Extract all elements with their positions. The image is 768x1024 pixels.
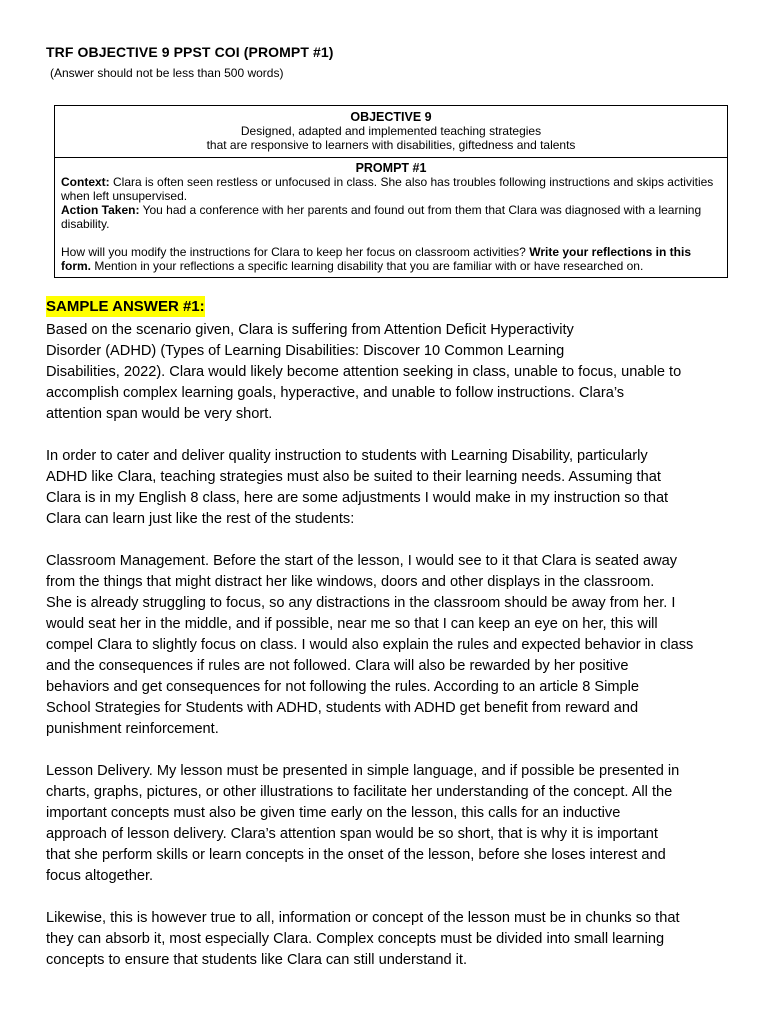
objective-section	[55, 106, 727, 158]
context-paragraph	[61, 175, 721, 203]
answer-paragraph	[46, 551, 726, 740]
spacer	[61, 231, 721, 245]
question-end: Mention in your reflections a specific learning disability that you are familiar with or have researched on.	[91, 259, 644, 273]
answer-line: ADHD like Clara, teaching strategies must also be suited to their learning needs. Assuming that	[46, 469, 661, 485]
answer-line: Likewise, this is however true to all, information or concept of the lesson must be in chunks so that	[46, 910, 680, 926]
answer-line: Lesson Delivery. My lesson must be presented in simple language, and if possible be presented in	[46, 763, 680, 779]
answer-line: and the consequences if rules are not followed. Clara will also be rewarded by her positive	[46, 658, 629, 674]
answer-line: Classroom Management. Before the start of the lesson, I would see to it that Clara is seated away	[46, 553, 678, 569]
document-subtitle: (Answer should not be less than 500 words)	[50, 66, 284, 80]
answer-line: Based on the scenario given, Clara is suffering from Attention Deficit Hyperactivity	[46, 322, 574, 338]
answer-line: attention span would be very short.	[46, 406, 273, 422]
objective-line-1: Designed, adapted and implemented teaching strategies	[240, 124, 542, 138]
objective-title: OBJECTIVE 9	[350, 110, 432, 124]
action-text: You had a conference with her parents and found out from them that Clara was diagnosed with a learning disability.	[61, 203, 702, 231]
answer-line: from the things that might distract her like windows, doors and other displays in the classroom.	[46, 574, 655, 590]
answer-line: School Strategies for Students with ADHD, students with ADHD get benefit from reward and	[46, 700, 639, 716]
question-text: How will you modify the instructions for Clara to keep her focus on classroom activities?	[61, 245, 530, 259]
answer-line: approach of lesson delivery. Clara’s attention span would be so short, that is why it is important	[46, 826, 658, 842]
question-paragraph	[61, 245, 721, 273]
answer-line: focus altogether.	[46, 868, 154, 884]
context-text: Clara is often seen restless or unfocused in class. She also has troubles following instructions and skips activities when left unsupervised.	[61, 175, 714, 203]
answer-paragraph	[46, 761, 726, 887]
answer-paragraph	[46, 908, 726, 971]
objective-prompt-box	[54, 105, 728, 278]
answer-paragraph	[46, 320, 726, 425]
sample-answer	[46, 296, 726, 992]
objective-line-2: that are responsive to learners with disabilities, giftedness and talents	[206, 138, 576, 152]
answer-line: that she perform skills or learn concepts in the onset of the lesson, before she loses interest and	[46, 847, 666, 863]
answer-line: concepts to ensure that students like Clara can still understand it.	[46, 952, 468, 968]
answer-line: accomplish complex learning goals, hyperactive, and unable to follow instructions. Clara’s	[46, 385, 625, 401]
prompt-title: PROMPT #1	[355, 161, 427, 175]
context-label: Context:	[61, 175, 110, 189]
answer-line: charts, graphs, pictures, or other illustrations to facilitate her understanding of the concept. All the	[46, 784, 673, 800]
answer-line: In order to cater and deliver quality instruction to students with Learning Disability, particularly	[46, 448, 648, 464]
action-label: Action Taken:	[61, 203, 140, 217]
answer-line: Clara can learn just like the rest of the students:	[46, 511, 355, 527]
answer-line: Clara is in my English 8 class, here are some adjustments I would make in my instruction so that	[46, 490, 669, 506]
answer-line: important concepts must also be given time early on the lesson, this calls for an inductive	[46, 805, 621, 821]
answer-line: punishment reinforcement.	[46, 721, 219, 737]
prompt-section	[55, 158, 727, 277]
question-bold: Write your reflections in this form.	[61, 245, 692, 273]
document-title: TRF OBJECTIVE 9 PPST COI (PROMPT #1)	[46, 44, 334, 60]
answer-line: they can absorb it, most especially Clara. Complex concepts must be divided into small learning	[46, 931, 665, 947]
answer-line: compel Clara to slightly focus on class. I would also explain the rules and expected behavior in class	[46, 637, 694, 653]
action-paragraph	[61, 203, 721, 231]
answer-line: She is already struggling to focus, so any distractions in the classroom should be away from her. I	[46, 595, 676, 611]
sample-answer-label: SAMPLE ANSWER #1:	[46, 298, 205, 315]
answer-line: would seat her in the middle, and if possible, near me so that I can keep an eye on her, this will	[46, 616, 658, 632]
answer-line: Disorder (ADHD) (Types of Learning Disabilities: Discover 10 Common Learning	[46, 343, 565, 359]
answer-paragraph	[46, 446, 726, 530]
answer-paragraphs	[46, 320, 726, 971]
answer-line: Disabilities, 2022). Clara would likely become attention seeking in class, unable to focus, unable to	[46, 364, 682, 380]
answer-line: behaviors and get consequences for not following the rules. According to an article 8 Simple	[46, 679, 640, 695]
